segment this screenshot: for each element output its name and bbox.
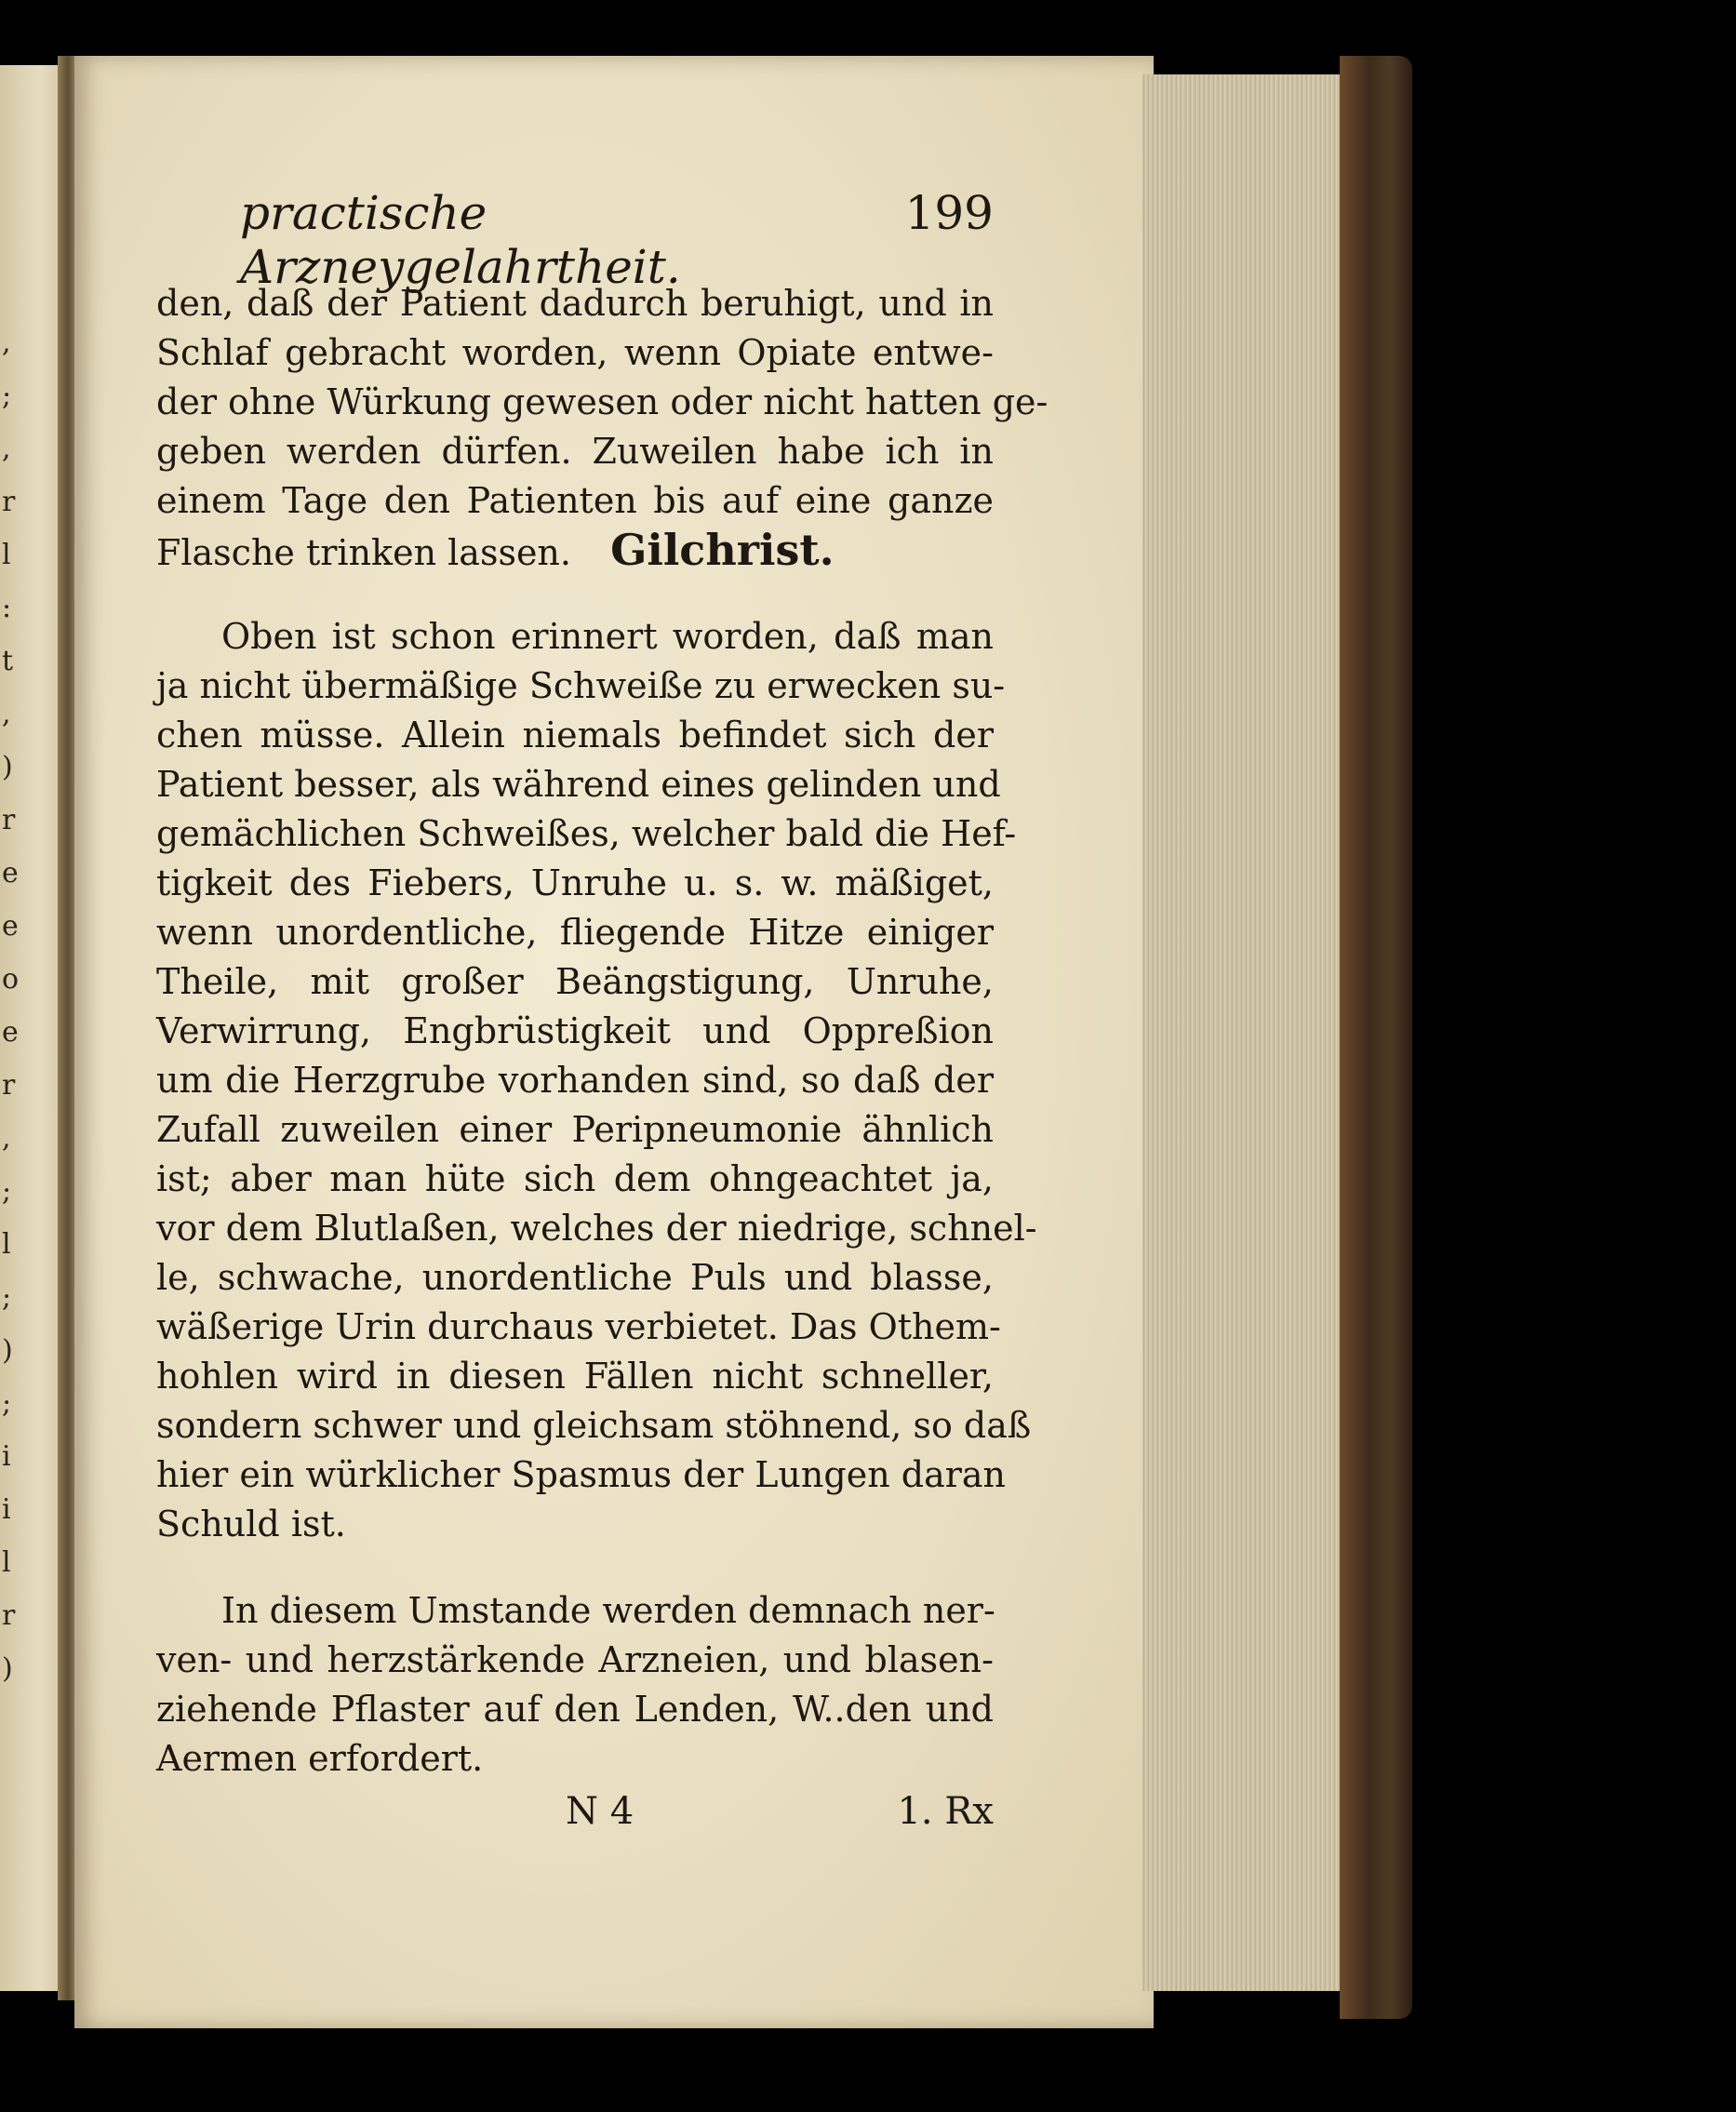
margin-fragment: o [2, 963, 20, 996]
margin-fragment: r [2, 1069, 16, 1102]
signature-mark: N 4 [566, 1790, 634, 1833]
text-line: ven- und herzstärkende Arzneien, und blasen- [156, 1639, 994, 1680]
left-margin-fragments [2, 316, 30, 1695]
margin-fragment: e [2, 910, 19, 942]
margin-fragment: ; [2, 1175, 12, 1208]
margin-fragment: e [2, 1016, 19, 1049]
text-line: ist; aber man hüte sich dem ohngeachtet ja, [156, 1158, 994, 1199]
text-line: In diesem Umstande werden demnach ner- [221, 1590, 995, 1631]
text-line: Zufall zuweilen einer Peripneumonie ähnlich [156, 1109, 994, 1150]
margin-fragment: l [2, 539, 11, 571]
text-line-last [156, 526, 994, 575]
paragraph-gap [156, 575, 994, 612]
margin-fragment: , [2, 327, 11, 359]
book-cover [1340, 56, 1412, 2019]
text-line: Verwirrung, Engbrüstigkeit und Oppreßion [156, 1010, 994, 1051]
margin-fragment: t [2, 645, 14, 677]
margin-fragment: , [2, 1122, 11, 1155]
page-footer [156, 1784, 994, 1839]
text-line: den, daß der Patient dadurch beruhigt, und in [156, 283, 994, 324]
text-line: Theile, mit großer Beängstigung, Unruhe, [156, 961, 994, 1002]
text-line: Patient besser, als während eines gelinden und [156, 764, 1001, 805]
paragraph-2 [156, 612, 1037, 1549]
text-line: einem Tage den Patienten bis auf eine ganze [156, 480, 994, 521]
text-line: le, schwache, unordentliche Puls und blasse, [156, 1257, 994, 1298]
margin-fragment: ) [2, 751, 13, 783]
page-edges [1142, 74, 1356, 1991]
running-title: practische Arzneygelahrtheit. [240, 186, 681, 294]
margin-fragment: r [2, 804, 16, 836]
margin-fragment: l [2, 1228, 11, 1261]
paragraph-gap [156, 1549, 994, 1586]
catchword: 1. Rx [897, 1790, 994, 1833]
text-line: um die Herzgrube vorhanden sind, so daß der [156, 1060, 994, 1101]
text-line: hier ein würklicher Spasmus der Lungen daran [156, 1454, 1007, 1495]
margin-fragment: i [2, 1440, 11, 1473]
text-line: wenn unordentliche, fliegende Hitze einiger [156, 912, 994, 953]
text-line: chen müsse. Allein niemals befindet sich der [156, 715, 994, 755]
margin-fragment: , [2, 698, 11, 730]
text-line: der ohne Würkung gewesen oder nicht hatten ge- [156, 381, 1048, 422]
text-line-last: Aermen erfordert. [156, 1738, 484, 1779]
text-line: wäßerige Urin durchaus verbietet. Das Othem- [156, 1306, 1001, 1347]
text-line: hohlen wird in diesen Fällen nicht schneller, [156, 1356, 994, 1397]
margin-fragment: r [2, 1599, 16, 1632]
margin-fragment: ; [2, 1281, 12, 1314]
paragraph-1 [156, 279, 1048, 575]
author-attribution: Gilchrist. [610, 525, 835, 575]
text-block [156, 186, 1048, 1839]
text-line: vor dem Blutlaßen, welches der niedrige, schnel- [156, 1208, 1037, 1249]
text-line: ja nicht übermäßige Schweiße zu erwecken su- [156, 665, 1006, 706]
text-line: Schlaf gebracht worden, wenn Opiate entwe- [156, 332, 994, 373]
margin-fragment: i [2, 1493, 11, 1526]
margin-fragment: : [2, 592, 12, 624]
margin-fragment: ) [2, 1652, 13, 1685]
margin-fragment: r [2, 486, 16, 518]
paragraph-3 [156, 1586, 994, 1784]
margin-fragment: , [2, 433, 11, 465]
margin-fragment: ; [2, 1387, 12, 1420]
margin-fragment: l [2, 1546, 11, 1579]
text-line-end: Flasche trinken lassen. [156, 532, 571, 573]
text-line: gemächlichen Schweißes, welcher bald die Hef- [156, 813, 1017, 854]
margin-fragment: ; [2, 380, 12, 412]
text-line: ziehende Pflaster auf den Lenden, W..den und [156, 1689, 994, 1730]
text-line: Oben ist schon erinnert worden, daß man [221, 616, 994, 657]
text-line: geben werden dürfen. Zuweilen habe ich in [156, 431, 994, 472]
page-number: 199 [904, 186, 994, 240]
margin-fragment: e [2, 857, 19, 889]
text-line-last: Schuld ist. [156, 1504, 346, 1544]
text-line: tigkeit des Fiebers, Unruhe u. s. w. mäßiget, [156, 862, 994, 903]
margin-fragment: ) [2, 1334, 13, 1367]
text-line: sondern schwer und gleichsam stöhnend, so daß [156, 1405, 1032, 1446]
running-head [156, 186, 994, 294]
